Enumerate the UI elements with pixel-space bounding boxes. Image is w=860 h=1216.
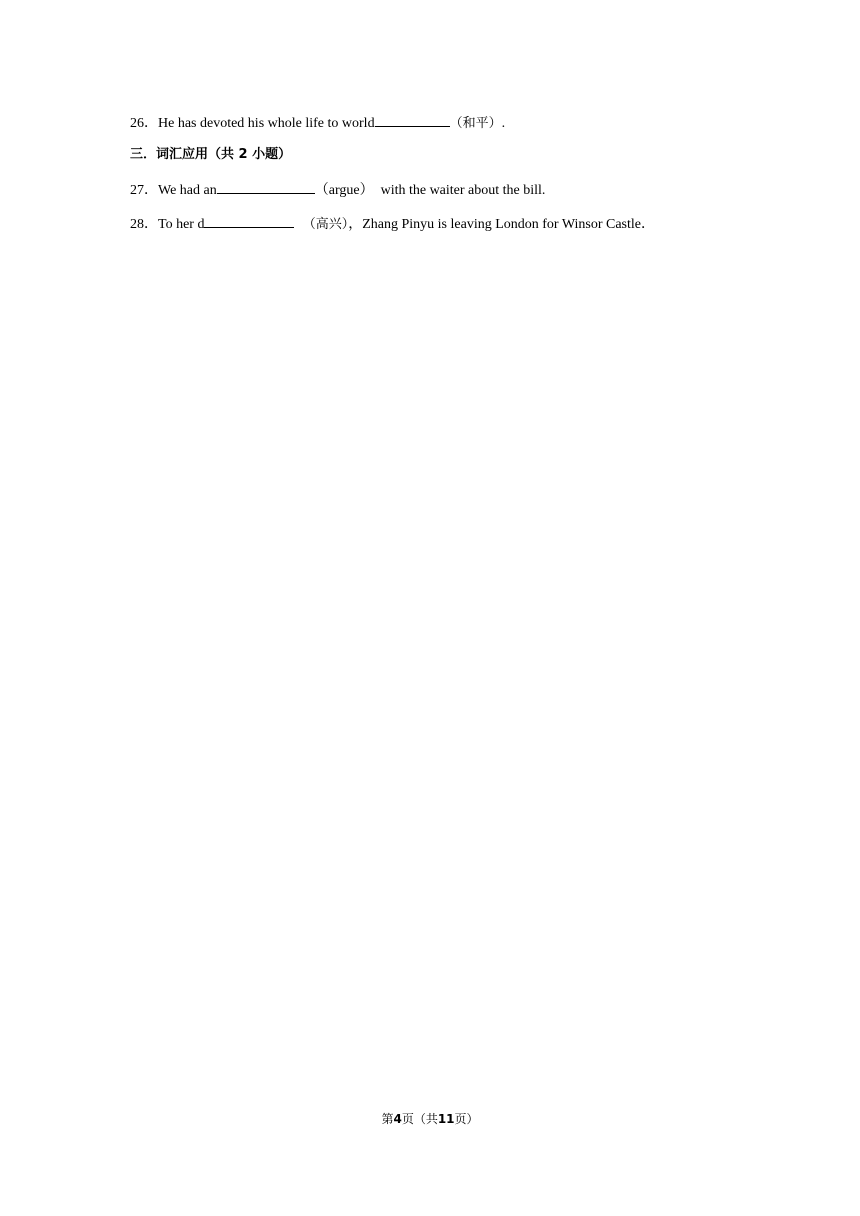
answer-blank[interactable] [217,179,315,194]
question-text: To her d [158,217,205,232]
question-text: We had an [158,183,217,198]
question-text: He has devoted his whole life to world [158,116,375,131]
section-count: 2 [238,147,248,162]
page-total: 11 [437,1112,455,1126]
question-text-end: . [501,116,506,131]
question-number: 26． [130,116,158,131]
question-hint: （argue） [314,183,374,198]
question-text-end: with the waiter about the bill. [373,183,546,198]
question-28 [130,213,655,235]
question-text-end: ，Zhang Pinyu is leaving London for Winsor Castle． [348,217,655,232]
answer-blank[interactable] [375,112,450,127]
section-prefix: 三．词汇应用（共 [130,147,239,162]
question-number: 28． [130,217,158,232]
section-heading [130,145,291,165]
question-number: 27． [130,183,158,198]
section-suffix: 小题） [247,147,292,162]
footer-suffix: 页） [454,1112,479,1126]
page-footer [0,1110,860,1127]
page-number: 4 [393,1112,402,1126]
question-26 [130,112,505,134]
question-hint: （高兴） [294,217,349,232]
footer-prefix: 第 [381,1112,394,1126]
question-27 [130,179,545,201]
footer-middle: 页（共 [401,1112,438,1126]
answer-blank[interactable] [204,213,294,228]
question-hint: （和平） [449,116,502,131]
